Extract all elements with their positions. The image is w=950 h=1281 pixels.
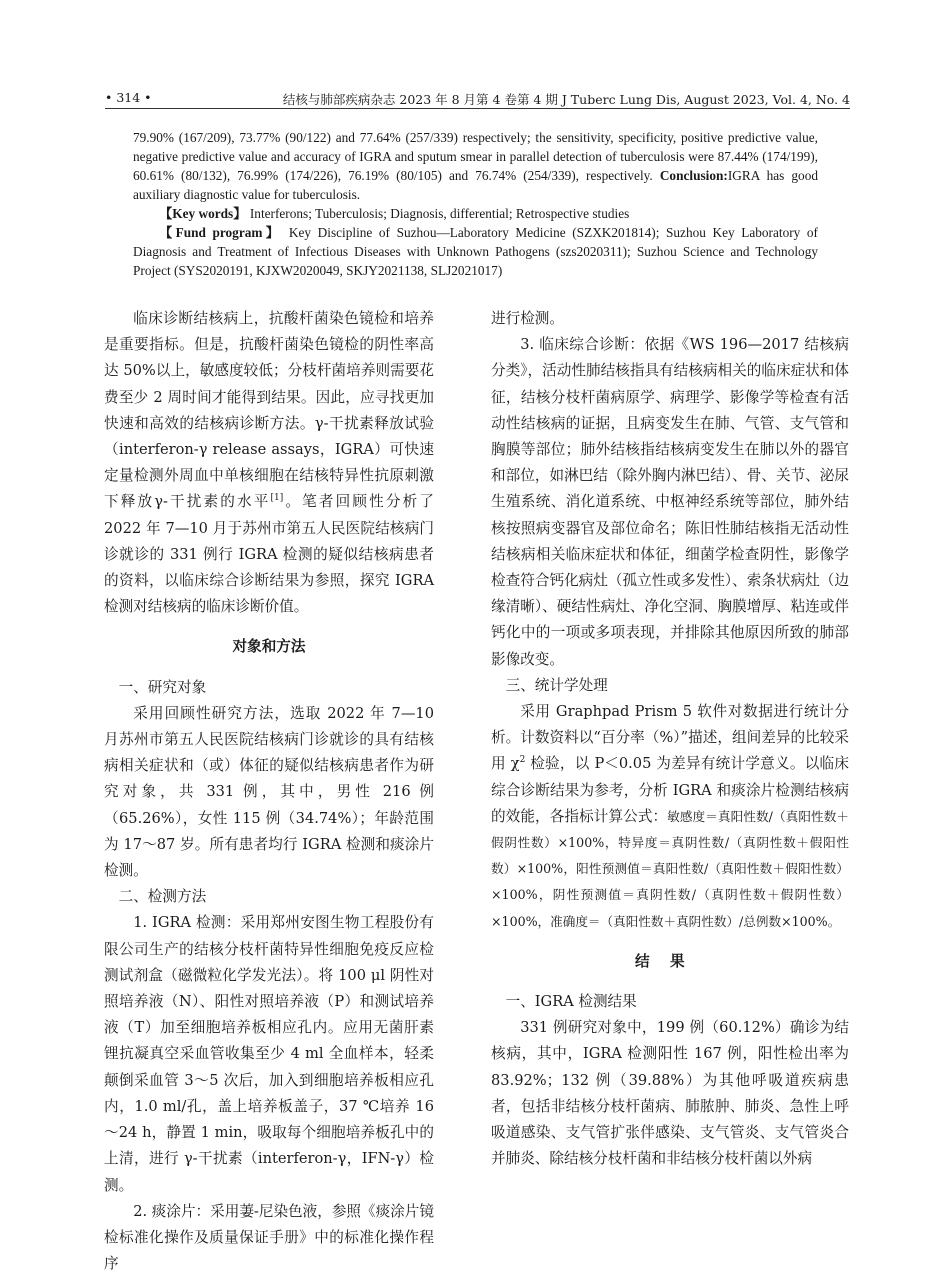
statistics-text-b: 检验，以 P＜0.05 为差异有统计学意义。以临床综合诊断结果为参考，分析 IGRA 和痰涂片检测结核病的效能，各指标计算公式： — [491, 755, 849, 825]
right-column — [491, 306, 849, 1173]
abstract-results-tail: 79.90% (167/209), 73.77% (90/122) and 77.64% (257/339) respectively; the sensitivity, specificity, positive predictive value, negative predictive value and accuracy of IGRA and sputum smear in parallel detection of tuberculosis were 87.44% (174/199), 60.61% (80/132), 76.99% (174/226), 76.19% (80/105) and 76.74% (254/339), respectively. — [133, 130, 818, 183]
section-heading-methods: 对象和方法 — [232, 638, 306, 656]
keywords-line — [133, 204, 818, 223]
igra-paragraph: 1. IGRA 检测：采用郑州安图生物工程股份有限公司生产的结核分枝杆菌特异性细胞免疫反应检测试剂盒（磁微粒化学发光法）。将 100 μl 阴性对照培养液（N）、阳性对照培养液（P）和测试培养液（T）加至细胞培养板相应孔内。应用无菌肝素锂抗凝真空采血管收集至少 4 ml 全血样本，轻柔颠倒采血管 3～5 次后，加入到细胞培养板相应孔内，1.0 ml/孔，盖上培养板盖子，37 ℃培养 16～24 h，静置 1 min，吸取每个细胞培养板孔中的上清，进行 γ-干扰素（interferon-γ，IFN-γ）检测。 — [104, 914, 434, 1194]
fund-program-line — [133, 223, 818, 280]
journal-citation: 结核与肺部疾病杂志 2023 年 8 月第 4 卷第 4 期 J Tuberc Lung Dis, August 2023, Vol. 4, No. 4 — [282, 92, 850, 107]
smear-paragraph: 2. 痰涂片：采用萋-尼染色液，参照《痰涂片镜检标准化操作及质量保证手册》中的标准化操作程序 — [104, 1202, 434, 1273]
keywords-text: Interferons; Tuberculosis; Diagnosis, differential; Retrospective studies — [249, 206, 630, 221]
fund-label: 【Fund program】 — [159, 225, 283, 240]
keywords-label: 【Key words】 — [159, 206, 247, 221]
subheading-igra-results: 一、IGRA 检测结果 — [505, 993, 637, 1011]
diagnosis-paragraph: 3. 临床综合诊断：依据《WS 196—2017 结核病分类》，活动性肺结核指具有结核病相关的临床症状和体征，结核分枝杆菌病原学、病理学、影像学等检查有活动性结核病的证据，且病变发生在肺、气管、支气管和胸膜等部位；肺外结核指结核病变发生在肺以外的器官和部位，如淋巴结（除外胸内淋巴结）、骨、关节、泌尿生殖系统、消化道系统、中枢神经系统等部位，肺外结核按照病变器官及部位命名；陈旧性肺结核指无活动性结核病相关临床症状和体征，细菌学检查阴性，影像学检查符合钙化病灶（孤立性或多发性）、索条状病灶（边缘清晰）、硬结性病灶、净化空洞、胸膜增厚、粘连或伴钙化中的一项或多项表现，并排除其他原因所致的肺部影像改变。 — [491, 336, 849, 668]
results-paragraph: 331 例研究对象中，199 例（60.12%）确诊为结核病，其中，IGRA 检测阳性 167 例，阳性检出率为 83.92%；132 例（39.88%）为其他呼吸道疾病患者，包括非结核分枝杆菌病、肺脓肿、肺炎、急性上呼吸道感染、支气管扩张伴感染、支气管炎、支气管炎合并肺炎、除结核分枝杆菌和非结核分枝杆菌以外病 — [491, 1019, 849, 1168]
subheading-subjects: 一、研究对象 — [118, 678, 207, 696]
intro-text-a: 临床诊断结核病上，抗酸杆菌染色镜检和培养是重要指标。但是，抗酸杆菌染色镜检的阴性率高达 50%以上，敏感度较低；分枝杆菌培养则需要花费至少 2 周时间才能得到结果。因此，应寻找更加快速和高效的结核病诊断方法。γ-干扰素释放试验（interferon-γ release assays，IGRA）可快速定量检测外周血中单核细胞在结核特异性抗原刺激下释放γ-干扰素的水平 — [104, 310, 434, 511]
page-number: • 314 • — [105, 90, 152, 105]
section-heading-results: 结果 — [634, 952, 706, 970]
subheading-statistics: 三、统计学处理 — [505, 676, 608, 694]
statistics-paragraph — [491, 699, 849, 935]
formula-text: 敏感度＝真阳性数/（真阳性数＋假阴性数）×100%，特异度＝真阴性数/（真阴性数＋假阳性数）×100%，阳性预测值＝真阳性数/（真阳性数＋假阳性数）×100%，阴性预测值＝真阴性数/（真阴性数＋假阴性数）×100%，准确度＝（真阳性数＋真阴性数）/总例数×100%。 — [491, 808, 849, 929]
subjects-paragraph: 采用回顾性研究方法，选取 2022 年 7—10 月苏州市第五人民医院结核病门诊就诊的具有结核病相关症状和（或）体征的疑似结核病患者作为研究对象，共 331 例，其中，男性 216 例（65.26%），女性 115 例（34.74%）；年龄范围为 17～87 岁。所有患者均行 IGRA 检测和痰涂片检测。 — [104, 704, 434, 880]
intro-paragraph — [104, 306, 434, 620]
intro-text-b: 。笔者回顾性分析了 2022 年 7—10 月于苏州市第五人民医院结核病门诊就诊的 331 例行 IGRA 检测的疑似结核病患者的资料，以临床综合诊断结果为参照，探究 IGRA 检测对结核病的临床诊断价值。 — [104, 493, 434, 616]
english-abstract — [133, 128, 818, 280]
header-rule — [105, 108, 850, 109]
fund-text: Key Discipline of Suzhou—Laboratory Medicine (SZXK201814); Suzhou Key Laboratory of Diagnosis and Treatment of Infectious Diseases with Unknown Pathogens (szs2020311); Suzhou Science and Technology Project (SYS2020191, KJXW2020049, SKJY2021138, SLJ2021017) — [133, 225, 818, 278]
running-header — [105, 86, 850, 108]
subheading-methods: 二、检测方法 — [118, 888, 207, 906]
left-column — [104, 306, 434, 1277]
conclusion-label: Conclusion: — [659, 168, 728, 183]
abstract-results-conclusion — [133, 128, 818, 204]
chi-square-superscript: 2 — [519, 755, 526, 766]
conclusion-text: IGRA has good auxiliary diagnostic value for tuberculosis. — [133, 168, 818, 202]
statistics-text-a: 采用 Graphpad Prism 5 软件对数据进行统计分析。计数资料以“百分率（%）”描述，组间差异的比较采用 χ — [491, 703, 849, 773]
citation-ref: [1] — [270, 493, 284, 504]
smear-paragraph-continued: 进行检测。 — [491, 310, 564, 327]
